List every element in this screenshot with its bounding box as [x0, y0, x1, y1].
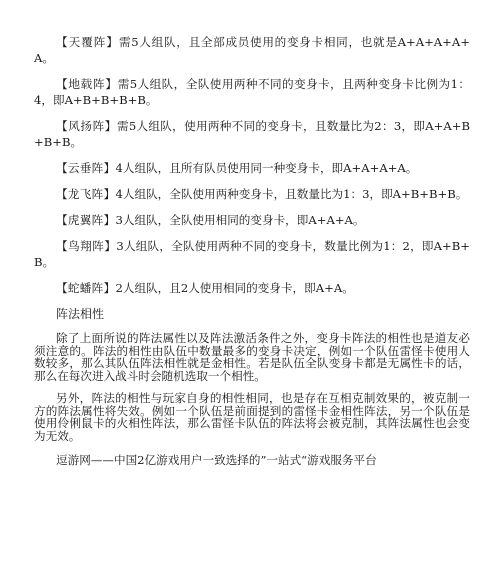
formation-item-shepan	[34, 280, 470, 296]
formation-list	[34, 34, 470, 296]
formation-desc: 需5人组队，全队使用两种不同的变身卡，且两种变身卡比例为1：4，即A+B+B+B+B。	[34, 77, 470, 107]
body-paragraph-1: 除了上面所说的阵法属性以及阵法激活条件之外，变身卡阵法的相性也是道友必须注意的。阵法的相性由队伍中数量最多的变身卡决定，例如一个队伍雷怪卡使用人数较多，那么其队伍阵法相性就是金相性。若是队伍全队变身卡都是无属性卡的话，那么在每次进入战斗时会随机选取一个相性。	[34, 331, 470, 383]
formation-item-tianfu	[34, 34, 470, 66]
formation-item-longfei	[34, 186, 470, 202]
formation-item-fengyang	[34, 118, 470, 150]
formation-name: 【虎翼阵】	[56, 213, 116, 227]
formation-desc: 4人组队，全队使用两种变身卡，且数量比为1：3，即A+B+B+B。	[115, 187, 468, 201]
formation-name: 【云垂阵】	[56, 161, 116, 175]
formation-name: 【天覆阵】	[56, 35, 119, 49]
formation-desc: 4人组队，且所有队员使用同一种变身卡，即A+A+A+A。	[115, 161, 418, 175]
formation-desc: 需5人组队，使用两种不同的变身卡，且数量比为2：3，即A+A+B+B+B。	[34, 119, 470, 149]
footer-slogan: 逗游网——中国2亿游戏用户一致选择的”一站式“游戏服务平台	[56, 453, 377, 467]
formation-item-yunchui	[34, 160, 470, 176]
formation-item-niaoxiang	[34, 238, 470, 270]
body-paragraph-2: 另外，阵法的相性与玩家自身的相性相同，也是存在互相克制效果的，被克制一方的阵法属性将失效。例如一个队伍是前面提到的雷怪卡金相性阵法，另一个队伍是使用伶俐鼠卡的火相性阵法，那么雷怪卡队伍的阵法将会被克制，其阵法属性也会变为无效。	[34, 391, 470, 443]
formation-desc: 3人组队，全队使用两种不同的变身卡，数量比例为1：2，即A+B+B。	[34, 239, 470, 269]
formation-desc: 2人组队，且2人使用相同的变身卡，即A+A。	[115, 281, 354, 295]
formation-desc: 需5人组队，且全部成员使用的变身卡相同，也就是A+A+A+A+A。	[34, 35, 470, 65]
section-heading: 阵法相性	[56, 307, 105, 321]
formation-desc: 3人组队，全队使用相同的变身卡，即A+A+A。	[115, 213, 365, 227]
formation-name: 【龙飞阵】	[56, 187, 116, 201]
formation-name: 【风扬阵】	[56, 119, 117, 133]
document-body	[34, 34, 470, 468]
formation-item-huyi	[34, 212, 470, 228]
formation-name: 【鸟翔阵】	[56, 239, 117, 253]
formation-item-dizai	[34, 76, 470, 108]
formation-name: 【地载阵】	[56, 77, 118, 91]
formation-name: 【蛇蟠阵】	[56, 281, 116, 295]
